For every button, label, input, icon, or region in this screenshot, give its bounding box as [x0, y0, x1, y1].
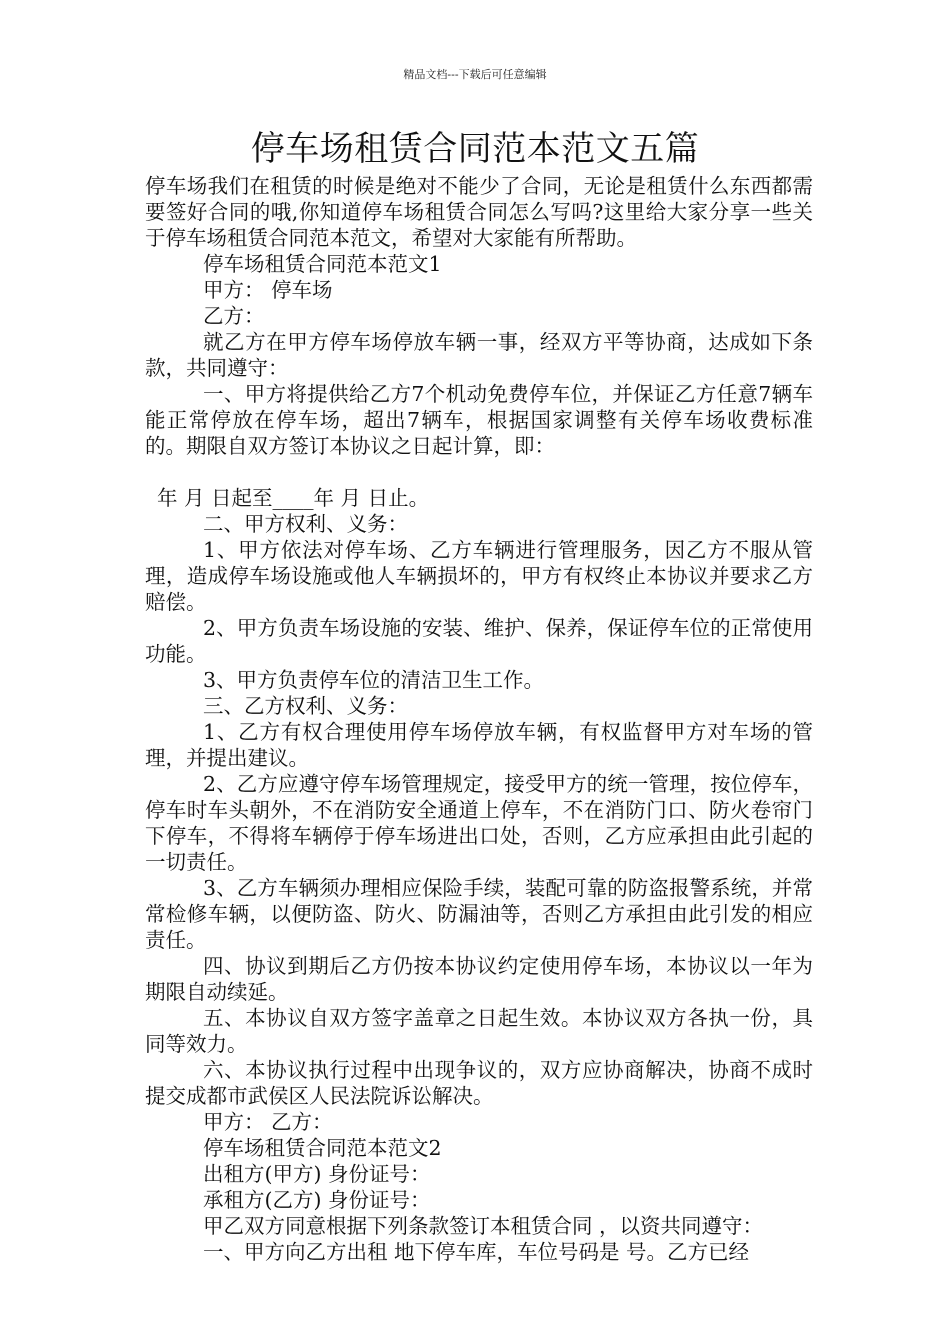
clause-4: 四、协议到期后乙方仍按本协议约定使用停车场，本协议以一年为期限自动续延。 — [145, 954, 813, 1004]
blank-line — [145, 459, 813, 485]
lessee-line: 承租方(乙方) 身份证号： — [203, 1188, 431, 1212]
party-a-line: 甲方： 停车场 — [203, 278, 333, 302]
agreement-line: 甲乙双方同意根据下列条款签订本租赁合同 ，以资共同遵守： — [203, 1214, 764, 1238]
clause-3-item-1: 1、乙方有权合理使用停车场停放车辆，有权监督甲方对车场的管理，并提出建议。 — [145, 720, 813, 770]
clause-2-heading: 二、甲方权利、义务： — [203, 512, 408, 536]
section-heading-2: 停车场租赁合同范本范文2 — [203, 1136, 442, 1160]
intro-paragraph: 停车场我们在租赁的时候是绝对不能少了合同，无论是租赁什么东西都需要签好合同的哦,你知道停车场租赁合同怎么写吗?这里给大家分享一些关于停车场租赁合同范本范文，希望对大家能有所帮助。 — [145, 174, 813, 250]
party-b-line: 乙方： — [203, 304, 265, 328]
clause-5: 五、本协议自双方签字盖章之日起生效。本协议双方各执一份，具同等效力。 — [145, 1006, 813, 1056]
date-line: 年 月 日起至____年 月 日止。 — [157, 486, 430, 510]
lessor-line: 出租方(甲方) 身份证号： — [203, 1162, 431, 1186]
clause-2-item-2: 2、甲方负责车场设施的安装、维护、保养，保证停车位的正常使用功能。 — [145, 616, 813, 666]
section-heading-1: 停车场租赁合同范本范文1 — [203, 252, 442, 276]
clause-2-item-3: 3、甲方负责停车位的清洁卫生工作。 — [203, 668, 545, 692]
clause-3-item-2: 2、乙方应遵守停车场管理规定，接受甲方的统一管理，按位停车，停车时车头朝外，不在消防安全通道上停车，不在消防门口、防火卷帘门下停车，不得将车辆停于停车场进出口处，否则，乙方应承担由此引起的一切责任。 — [145, 772, 813, 874]
page-header: 精品文档---下载后可任意编辑 — [403, 68, 547, 81]
signature-line: 甲方： 乙方： — [203, 1110, 333, 1134]
clause-6: 六、本协议执行过程中出现争议的，双方应协商解决，协商不成时提交成都市武侯区人民法院诉讼解决。 — [145, 1058, 813, 1108]
clause-3-item-3: 3、乙方车辆须办理相应保险手续，装配可靠的防盗报警系统，并常常检修车辆，以便防盗、防火、防漏油等，否则乙方承担由此引发的相应责任。 — [145, 876, 813, 952]
clause-1: 一、甲方将提供给乙方7个机动免费停车位，并保证乙方任意7辆车能正常停放在停车场，超出7辆车，根据国家调整有关停车场收费标准的。期限自双方签订本协议之日起计算，即： — [145, 382, 813, 458]
document-body — [145, 173, 813, 1265]
clause-2-item-1: 1、甲方依法对停车场、乙方车辆进行管理服务，因乙方不服从管理，造成停车场设施或他人车辆损坏的，甲方有权终止本协议并要求乙方赔偿。 — [145, 538, 813, 614]
paragraph: 就乙方在甲方停车场停放车辆一事，经双方平等协商，达成如下条款，共同遵守： — [145, 330, 813, 380]
clause-3-heading: 三、乙方权利、义务： — [203, 694, 408, 718]
document-title: 停车场租赁合同范本范文五篇 — [250, 129, 700, 169]
clause-2-1: 一、甲方向乙方出租 地下停车库，车位号码是 号。乙方已经 — [203, 1240, 750, 1264]
